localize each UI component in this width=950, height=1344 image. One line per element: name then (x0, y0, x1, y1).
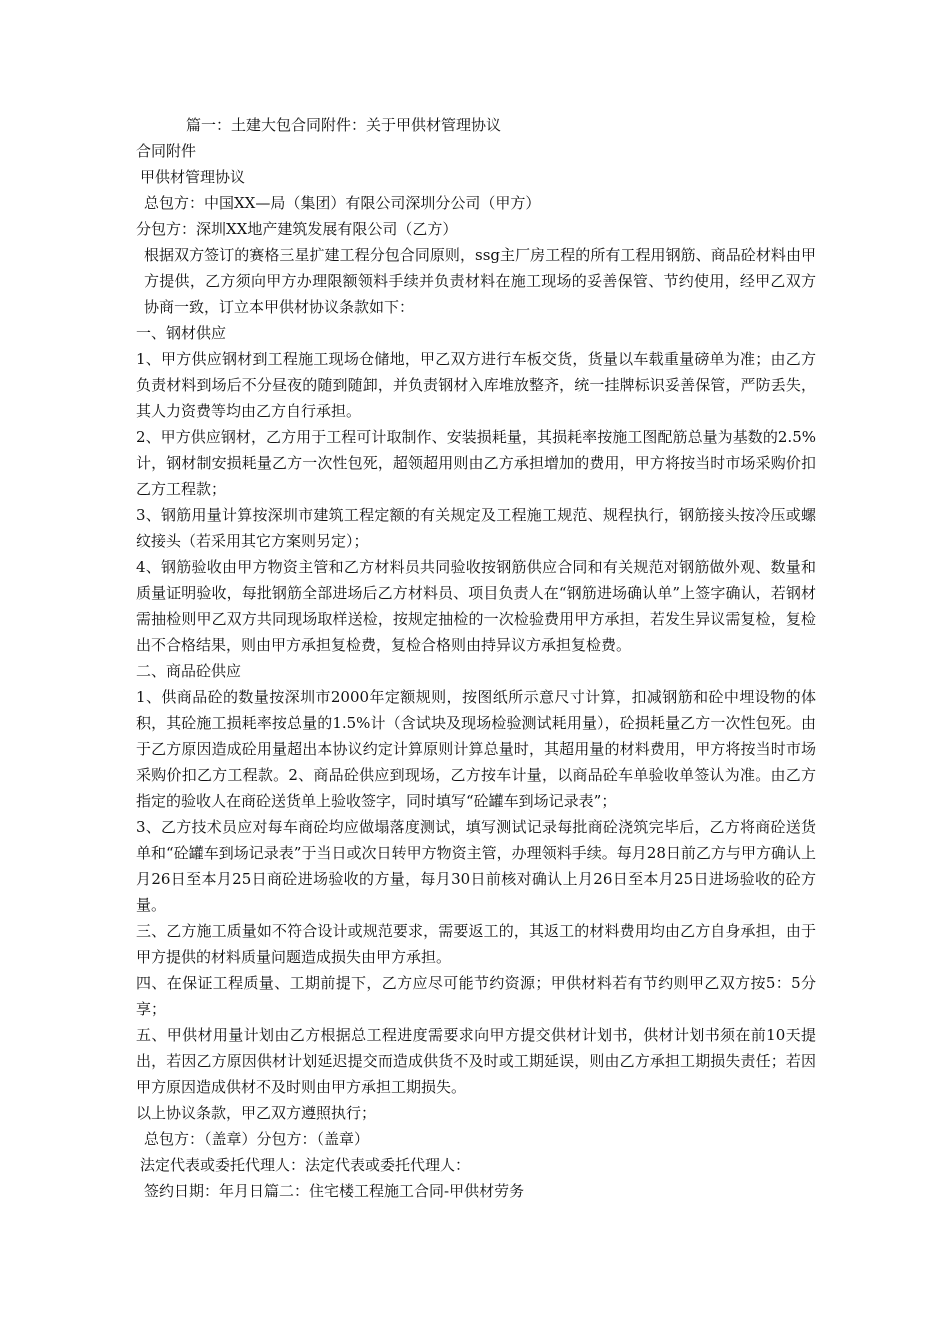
intro-paragraph: 根据双方签订的赛格三星扩建工程分包合同原则，ssg主厂房工程的所有工程用钢筋、商品砼材料由甲方提供，乙方须向甲方办理限额领料手续并负责材料在施工现场的妥善保管、节约使用，经甲乙双方协商一致，订立本甲供材协议条款如下： (144, 246, 816, 316)
section-1-clause-2: 2、甲方供应钢材，乙方用于工程可计取制作、安装损耗量，其损耗率按施工图配筋总量为基数的2.5%计，钢材制安损耗量乙方一次性包死，超领超用则由乙方承担增加的费用，甲方将按当时市场采购价扣乙方工程款； (136, 428, 816, 498)
agreement-name: 甲供材管理协议 (140, 168, 246, 186)
section-2-clause-1: 1、供商品砼的数量按深圳市2000年定额规则，按图纸所示意尺寸计算，扣减钢筋和砼中埋设物的体积，其砼施工损耗率按总量的1.5%计（含试块及现场检验测试耗用量），砼损耗量乙方一次性包死。由于乙方原因造成砼用量超出本协议约定计算原则计算总量时，其超用量的材料费用，甲方将按当时市场采购价扣乙方工程款。2、商品砼供应到现场，乙方按车计量，以商品砼车单验收单签认为准。由乙方指定的验收人在商砼送货单上验收签字，同时填写“砼罐车到场记录表”； (136, 688, 816, 810)
section-1-clause-4: 4、钢筋验收由甲方物资主管和乙方材料员共同验收按钢筋供应合同和有关规范对钢筋做外观、数量和质量证明验收，每批钢筋全部进场后乙方材料员、项目负责人在“钢筋进场确认单”上签字确认，若钢材需抽检则甲乙双方共同现场取样送检，按规定抽检的一次检验费用甲方承担，若发生异议需复检，复检出不合格结果，则由甲方承担复检费，复检合格则由持异议方承担复检费。 (136, 558, 816, 654)
closing-line: 以上协议条款，甲乙双方遵照执行； (136, 1104, 377, 1122)
party-b-line: 分包方：深圳XX地产建筑发展有限公司（乙方） (136, 220, 458, 238)
section-1-title: 一、钢材供应 (136, 324, 227, 342)
section-1-clause-1: 1、甲方供应钢材到工程施工现场仓储地，甲乙双方进行车板交货，货量以车载重量磅单为准；由乙方负责材料到场后不分昼夜的随到随卸，并负责钢材入库堆放整齐，统一挂牌标识妥善保管，严防丢失，其人力资费等均由乙方自行承担。 (136, 350, 816, 420)
section-2-title: 二、商品砼供应 (136, 662, 242, 680)
party-a-line: 总包方：中国XX—局（集团）有限公司深圳分公司（甲方） (144, 194, 541, 212)
section-2-clause-3: 3、乙方技术员应对每车商砼均应做塌落度测试，填写测试记录每批商砼浇筑完毕后，乙方将商砼送货单和“砼罐车到场记录表”于当日或次日转甲方物资主管，办理领料手续。每月28日前乙方与甲方确认上月26日至本月25日商砼进场验收的方量，每月30日前核对确认上月26日至本月25日进场验收的砼方量。 (136, 818, 816, 914)
seal-line: 总包方：（盖章）分包方：（盖章） (144, 1130, 370, 1148)
representative-line: 法定代表或委托代理人：法定代表或委托代理人： (140, 1156, 471, 1174)
annex-label: 合同附件 (136, 142, 197, 160)
section-4: 四、在保证工程质量、工期前提下，乙方应尽可能节约资源；甲供材料若有节约则甲乙双方按5：5分享； (136, 974, 816, 1018)
section-3: 三、乙方施工质量如不符合设计或规范要求，需要返工的，其返工的材料费用均由乙方自身承担，由于甲方提供的材料质量问题造成损失由甲方承担。 (136, 922, 816, 966)
document-title: 篇一：土建大包合同附件：关于甲供材管理协议 (186, 116, 502, 134)
section-1-clause-3: 3、钢筋用量计算按深圳市建筑工程定额的有关规定及工程施工规范、规程执行，钢筋接头按冷压或螺纹接头（若采用其它方案则另定）； (136, 506, 816, 550)
signing-date-line: 签约日期：年月日篇二：住宅楼工程施工合同-甲供材劳务 (144, 1182, 525, 1200)
document-body (136, 112, 816, 1204)
section-5: 五、甲供材用量计划由乙方根据总工程进度需要求向甲方提交供材计划书，供材计划书须在前10天提出，若因乙方原因供材计划延迟提交而造成供货不及时或工期延误，则由乙方承担工期损失责任；若因甲方原因造成供材不及时则由甲方承担工期损失。 (136, 1026, 816, 1096)
